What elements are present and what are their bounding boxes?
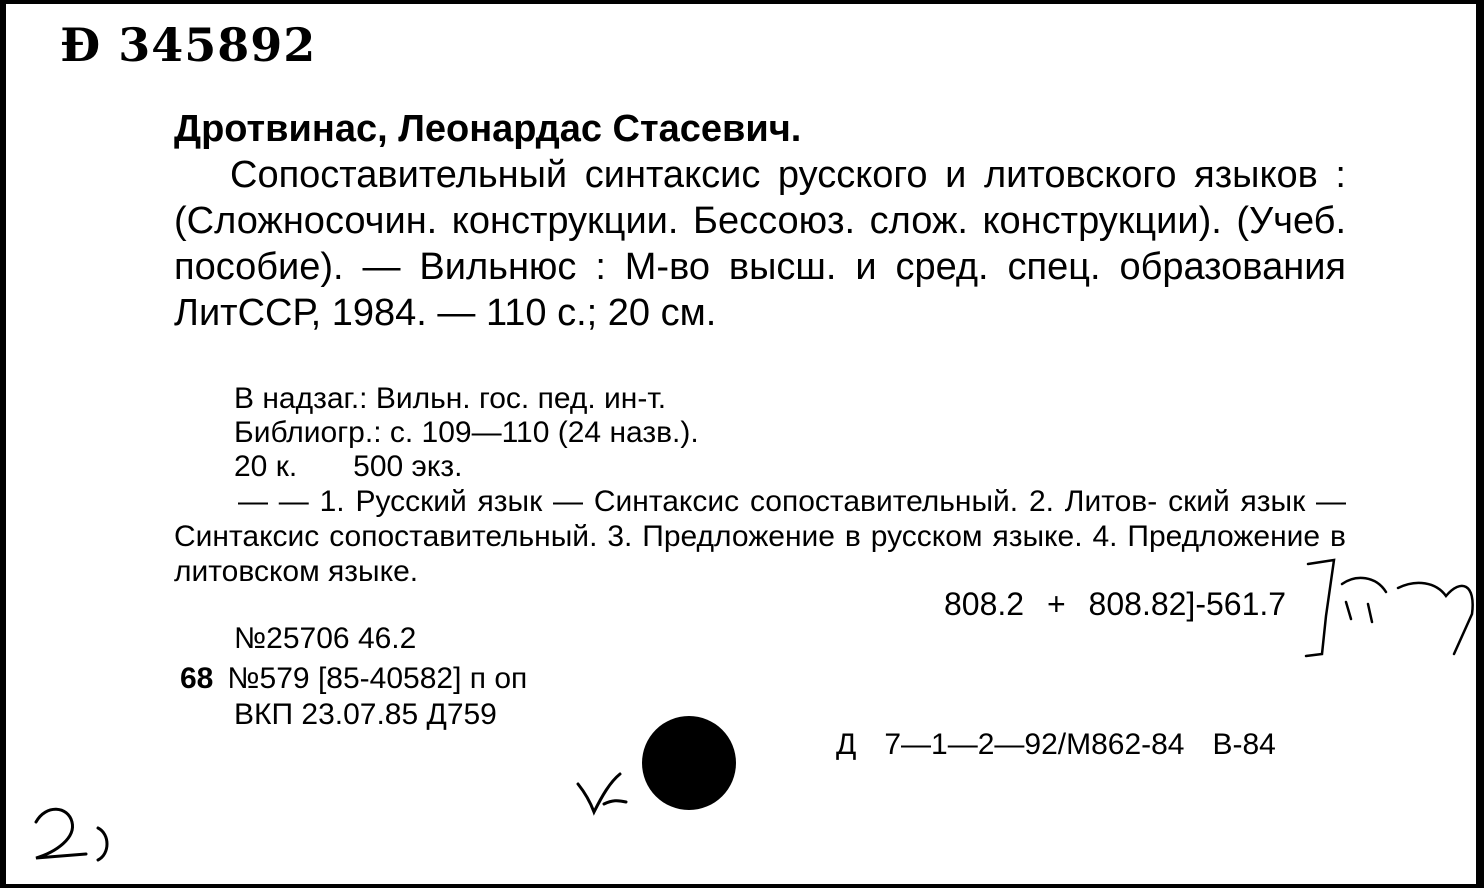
subject-line-3: языке. 4. Предложение в литовском языке. [174,520,1346,588]
print-run: 500 экз. [353,450,463,483]
handwritten-number-icon [36,809,107,860]
price: 20 к. [234,450,298,483]
handwritten-marks [6,4,1476,884]
scan-edge-right [1476,0,1484,888]
body-line-4: и сред. спец. образования ЛитССР, 1984. — 110 с.; [174,246,1346,334]
registry-line-3: ВКП 23.07.85 Д759 [234,698,497,731]
body-line-1: Сопоставительный синтаксис русского и литовского [230,154,1177,196]
body-line-5: 20 см. [607,292,717,334]
subject-line-2: ский язык — Синтаксис сопоставительный. 3. Предложение в русском [174,485,1347,553]
note-header-institution: В надзаг.: Вильн. гос. пед. ин-т. [234,382,667,415]
code-number: 7—1—2—92/М862-84 [884,728,1185,761]
subject-line-1: — — 1. Русский язык — Синтаксис сопоставительный. 2. Литов- [238,485,1158,518]
classification-index: 808.2 + 808.82]-561.7 [944,586,1287,622]
catalog-card [6,4,1476,884]
author-heading: Дротвинас, Леонардас Стасевич. [174,108,802,150]
shelfmark: Ɖ 345892 [60,18,317,72]
bracket-mark-icon [1306,560,1473,656]
registry-line-1: №25706 46.2 [234,622,417,655]
check-mark-icon [578,774,626,812]
code-suffix: В-84 [1212,728,1276,761]
scan-edge-bottom [0,884,1484,888]
registry-number: 68 [180,662,214,695]
note-bibliography: Библиогр.: с. 109—110 (24 назв.). [234,416,699,449]
code-letter: Д [836,728,857,761]
registry-order: №579 [85-40582] п оп [227,662,528,695]
body-line-2: языков : (Сложносочин. конструкции. Бессоюз. слож. [174,154,1346,242]
body-line-3: конструкции). (Учеб. пособие). — Вильнюс : М-во высш. [174,200,1346,288]
